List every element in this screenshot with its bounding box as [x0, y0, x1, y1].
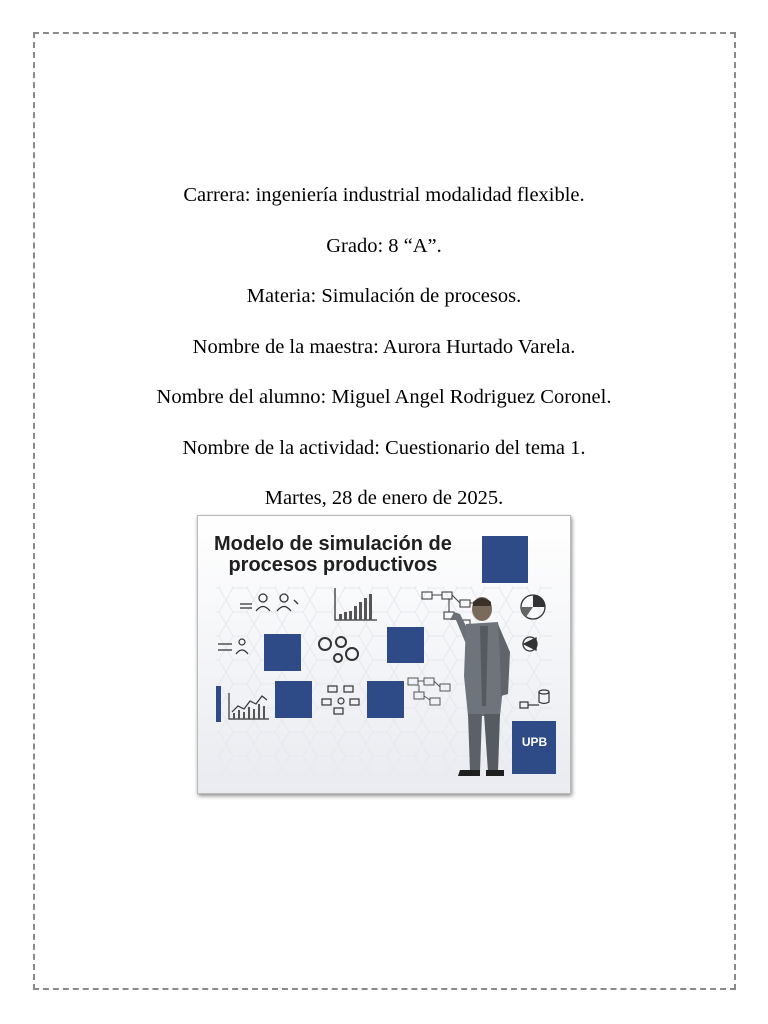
illustration-title-line1: Modelo de simulación de [214, 533, 452, 555]
blue-edge-bar [216, 686, 221, 722]
student-line: Nombre del alumno: Miguel Angel Rodriguez Coronel. [156, 386, 612, 408]
cover-illustration [197, 515, 571, 794]
subject-line: Materia: Simulación de procesos. [246, 285, 522, 307]
blue-square-3 [387, 627, 424, 663]
blue-square-1 [482, 536, 528, 583]
teacher-line: Nombre de la maestra: Aurora Hurtado Varela. [192, 335, 576, 358]
upb-logo-text: UPB [521, 735, 548, 749]
activity-line: Nombre de la actividad: Cuestionario del tema 1. [182, 436, 586, 459]
grade-line: Grado: 8 “A”. [326, 234, 442, 257]
illustration-title-line2: procesos productivos [228, 554, 438, 576]
blue-square-4 [275, 681, 312, 718]
career-line: Carrera: ingeniería industrial modalidad flexible. [183, 184, 585, 206]
date-line: Martes, 28 de enero de 2025. [264, 487, 504, 509]
blue-square-2 [264, 634, 301, 671]
cover-text-block [0, 170, 768, 524]
illustration-title [214, 534, 452, 576]
blue-square-5 [367, 681, 404, 718]
